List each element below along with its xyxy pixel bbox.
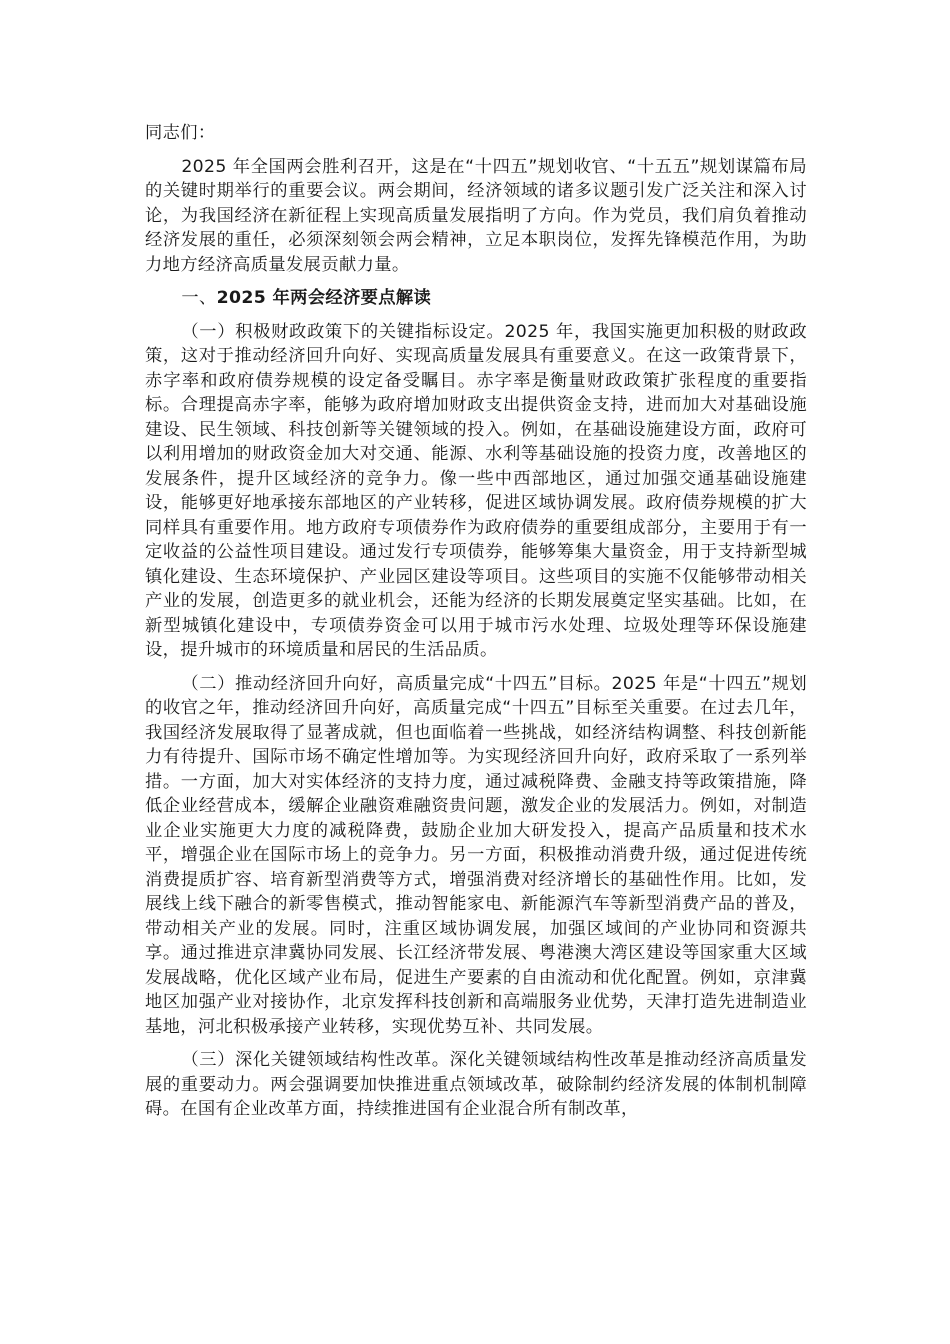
intro-paragraph: 2025 年全国两会胜利召开，这是在“十四五”规划收官、“十五五”规划谋篇布局的关键时期举行的重要会议。两会期间，经济领域的诸多议题引发广泛关注和深入讨论，为我国经济在新征程上实现高质量发展指明了方向。作为党员，我们肩负着推动经济发展的重任，必须深刻领会两会精神，立足本职岗位，发挥先锋模范作用，为助力地方经济高质量发展贡献力量。 <box>145 156 807 275</box>
body-paragraph: （二）推动经济回升向好，高质量完成“十四五”目标。2025 年是“十四五”规划的收官之年，推动经济回升向好，高质量完成“十四五”目标至关重要。在过去几年，我国经济发展取得了显著成就，但也面临着一些挑战，如经济结构调整、科技创新能力有待提升、国际市场不确定性增加等。为实现经济回升向好，政府采取了一系列举措。一方面，加大对实体经济的支持力度，通过减税降费、金融支持等政策措施，降低企业经营成本，缓解企业融资难融资贵问题，激发企业的发展活力。例如，对制造业企业实施更大力度的减税降费，鼓励企业加大研发投入，提高产品质量和技术水平，增强企业在国际市场上的竞争力。另一方面，积极推动消费升级，通过促进传统消费提质扩容、培育新型消费等方式，增强消费对经济增长的基础性作用。比如，发展线上线下融合的新零售模式，推动智能家电、新能源汽车等新型消费产品的普及，带动相关产业的发展。同时，注重区域协调发展，加强区域间的产业协同和资源共享。通过推进京津冀协同发展、长江经济带发展、粤港澳大湾区建设等国家重大区域发展战略，优化区域产业布局，促进生产要素的自由流动和优化配置。例如，京津冀地区加强产业对接协作，北京发挥科技创新和高端服务业优势，天津打造先进制造业基地，河北积极承接产业转移，实现优势互补、共同发展。 <box>145 673 807 1037</box>
salutation: 同志们： <box>145 123 216 143</box>
body-paragraph: （一）积极财政政策下的关键指标设定。2025 年，我国实施更加积极的财政政策，这对于推动经济回升向好、实现高质量发展具有重要意义。在这一政策背景下，赤字率和政府债券规模的设定备受瞩目。赤字率是衡量财政政策扩张程度的重要指标。合理提高赤字率，能够为政府增加财政支出提供资金支持，进而加大对基础设施建设、民生领域、科技创新等关键领域的投入。例如，在基础设施建设方面，政府可以利用增加的财政资金加大对交通、能源、水利等基础设施的投资力度，改善地区的发展条件，提升区域经济的竞争力。像一些中西部地区，通过加强交通基础设施建设，能够更好地承接东部地区的产业转移，促进区域协调发展。政府债券规模的扩大同样具有重要作用。地方政府专项债券作为政府债券的重要组成部分，主要用于有一定收益的公益性项目建设。通过发行专项债券，能够筹集大量资金，用于支持新型城镇化建设、生态环境保护、产业园区建设等项目。这些项目的实施不仅能够带动相关产业的发展，创造更多的就业机会，还能为经济的长期发展奠定坚实基础。比如，在新型城镇化建设中，专项债券资金可以用于城市污水处理、垃圾处理等环保设施建设，提升城市的环境质量和居民的生活品质。 <box>145 321 807 660</box>
section-heading-prefix: 一、 <box>181 288 217 308</box>
body-paragraph: （三）深化关键领域结构性改革。深化关键领域结构性改革是推动经济高质量发展的重要动力。两会强调要加快推进重点领域改革，破除制约经济发展的体制机制障碍。在国有企业改革方面，持续推进国有企业混合所有制改革， <box>145 1050 807 1119</box>
section-heading-title: 2025 年两会经济要点解读 <box>216 288 432 308</box>
section-heading <box>145 286 807 311</box>
document-body <box>145 121 807 1131</box>
